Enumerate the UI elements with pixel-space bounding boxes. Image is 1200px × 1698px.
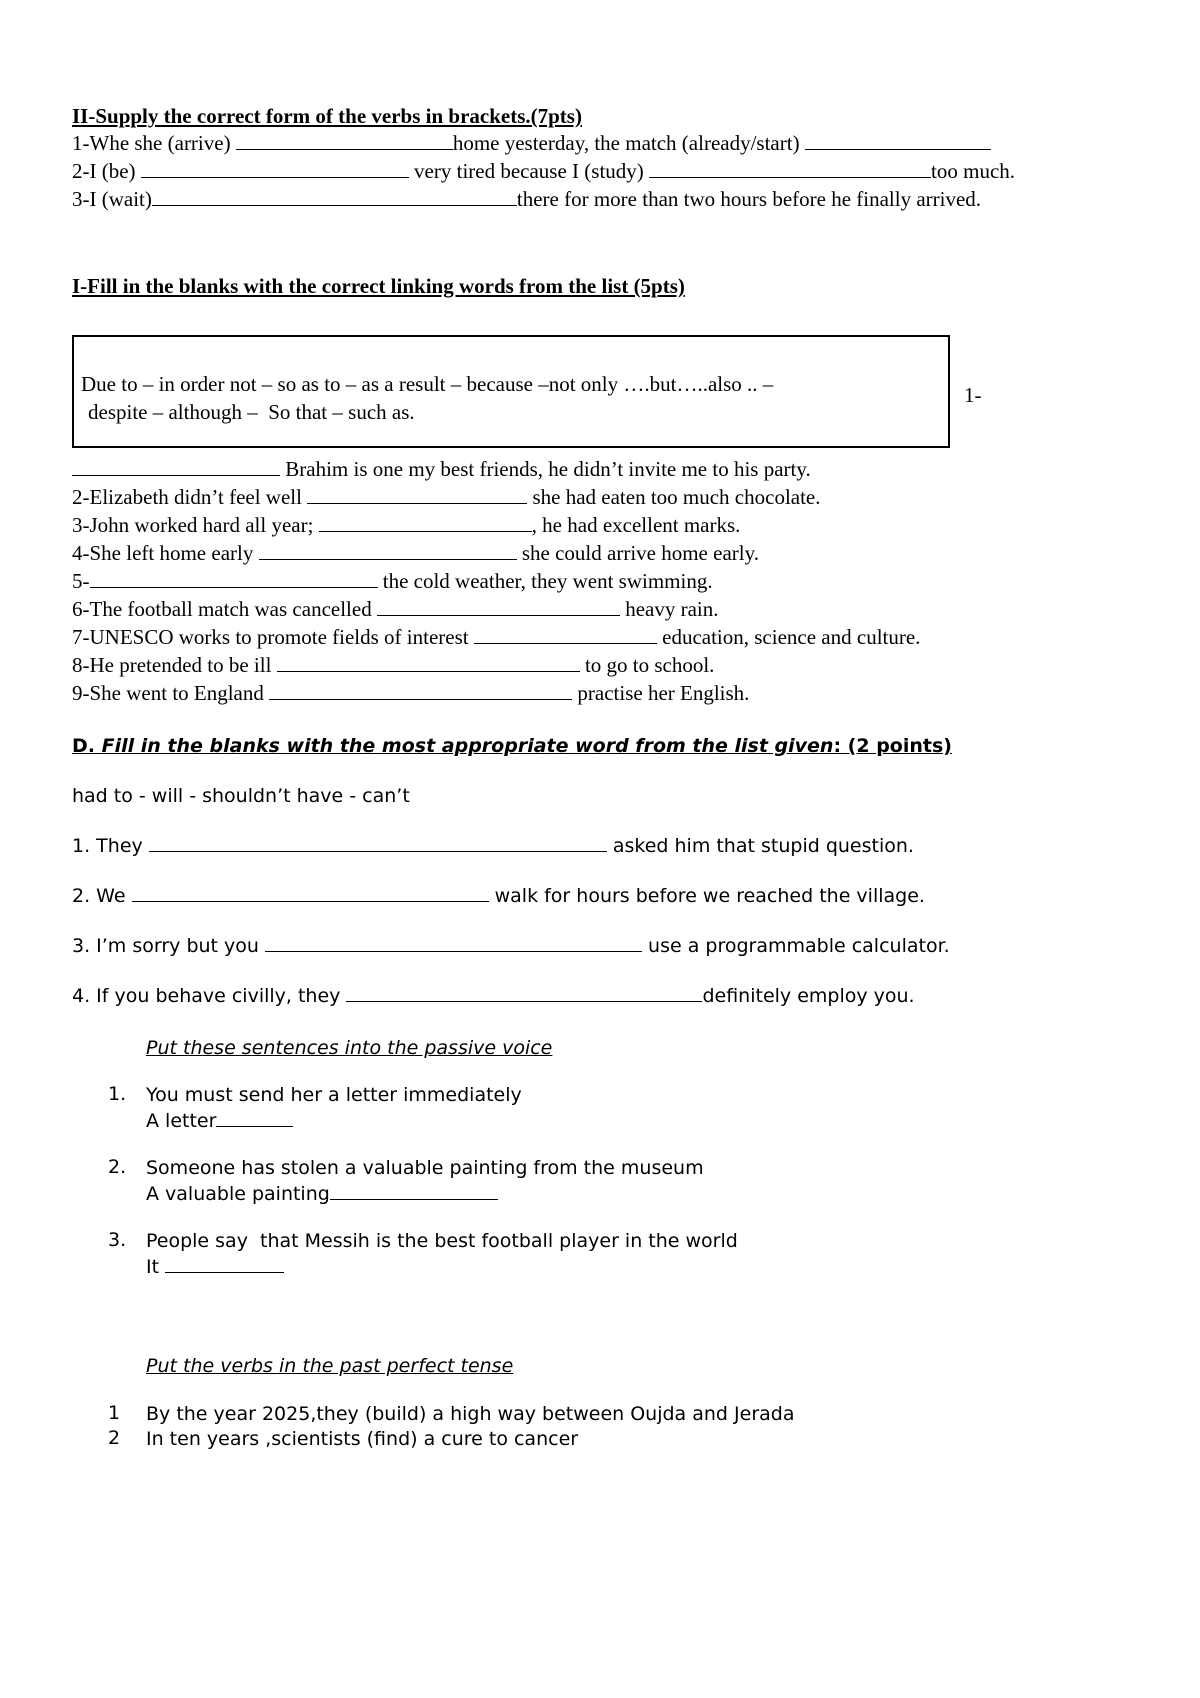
- passive-item-number: 1.: [108, 1083, 127, 1105]
- answer-blank[interactable]: [141, 159, 409, 178]
- item-number: 1-: [964, 383, 982, 407]
- passive-item-sentence: You must send her a letter immediately: [146, 1084, 522, 1106]
- section-passive-title: Put these sentences into the passive voice: [146, 1037, 553, 1059]
- answer-blank[interactable]: [269, 681, 572, 700]
- perfect-item-number: 1: [108, 1402, 121, 1424]
- linking-item-9: 9-She went to England practise her English.: [72, 681, 750, 705]
- section-linking-title: I-Fill in the blanks with the correct linking words from the list (5pts): [72, 274, 685, 298]
- verbs-item-3: 3-I (wait) there for more than two hours before he finally arrived.: [72, 187, 982, 211]
- passive-item-answer: A valuable painting: [146, 1181, 498, 1206]
- modal-item-3: 3. I’m sorry but you use a programmable calculator.: [72, 935, 950, 957]
- answer-blank[interactable]: [236, 131, 453, 150]
- perfect-item-sentence: In ten years ,scientists (find) a cure to cancer: [146, 1428, 579, 1450]
- answer-blank[interactable]: [132, 883, 489, 902]
- modal-item-4: 4. If you behave civilly, they definitely employ you.: [72, 985, 915, 1007]
- passive-item-number: 2.: [108, 1156, 127, 1178]
- answer-blank[interactable]: [805, 131, 991, 150]
- linking-item-6: 6-The football match was cancelled heavy rain.: [72, 597, 719, 621]
- modal-item-1: 1. They asked him that stupid question.: [72, 835, 914, 857]
- answer-blank[interactable]: [149, 833, 607, 852]
- section-d-title: D. Fill in the blanks with the most appropriate word from the list given: (2 points): [72, 735, 952, 757]
- answer-blank[interactable]: [72, 457, 280, 476]
- linking-item-2: 2-Elizabeth didn’t feel well she had eaten too much chocolate.: [72, 485, 821, 509]
- passive-item-answer: A letter: [146, 1108, 293, 1133]
- verbs-item-1: 1-Whe she (arrive) home yesterday, the match (already/start): [72, 130, 991, 156]
- answer-blank[interactable]: [90, 569, 378, 588]
- answer-blank[interactable]: [346, 983, 702, 1002]
- answer-blank[interactable]: [307, 485, 527, 504]
- modal-item-2: 2. We walk for hours before we reached the village.: [72, 885, 925, 907]
- section-verbs-title: II-Supply the correct form of the verbs in brackets.(7pts): [72, 104, 582, 128]
- word-list: had to - will - shouldn’t have - can’t: [72, 785, 410, 807]
- answer-blank[interactable]: [330, 1181, 498, 1200]
- linking-item-5: 5- the cold weather, they went swimming.: [72, 569, 713, 593]
- answer-blank[interactable]: [377, 597, 620, 616]
- passive-item-sentence: Someone has stolen a valuable painting from the museum: [146, 1157, 704, 1179]
- answer-blank[interactable]: [165, 1254, 284, 1273]
- section-perfect-title: Put the verbs in the past perfect tense: [146, 1355, 514, 1377]
- answer-blank[interactable]: [265, 933, 642, 952]
- linking-item-4: 4-She left home early she could arrive home early.: [72, 541, 759, 565]
- passive-item-number: 3.: [108, 1229, 127, 1251]
- perfect-item-number: 2: [108, 1427, 121, 1449]
- linking-item-7: 7-UNESCO works to promote fields of interest education, science and culture.: [72, 625, 921, 649]
- word-list-line-1: Due to – in order not – so as to – as a result – because –not only ….but…..also .. –: [81, 372, 774, 396]
- linking-item-3: 3-John worked hard all year; , he had excellent marks.: [72, 513, 741, 537]
- verbs-item-2: 2-I (be) very tired because I (study) too much.: [72, 159, 1016, 183]
- word-list-line-2: despite – although – So that – such as.: [88, 400, 415, 424]
- passive-item-sentence: People say that Messih is the best football player in the world: [146, 1230, 738, 1252]
- answer-blank[interactable]: [474, 625, 657, 644]
- answer-blank[interactable]: [277, 653, 580, 672]
- linking-item-1: Brahim is one my best friends, he didn’t invite me to his party.: [72, 456, 811, 482]
- answer-blank[interactable]: [259, 541, 517, 560]
- word-list-box: [72, 335, 950, 448]
- answer-blank[interactable]: [319, 513, 532, 532]
- answer-blank[interactable]: [152, 187, 517, 206]
- perfect-item-sentence: By the year 2025,they (build) a high way between Oujda and Jerada: [146, 1403, 795, 1425]
- answer-blank[interactable]: [649, 159, 931, 178]
- linking-item-8: 8-He pretended to be ill to go to school.: [72, 653, 715, 677]
- passive-item-answer: It: [146, 1254, 284, 1279]
- answer-blank[interactable]: [216, 1108, 293, 1127]
